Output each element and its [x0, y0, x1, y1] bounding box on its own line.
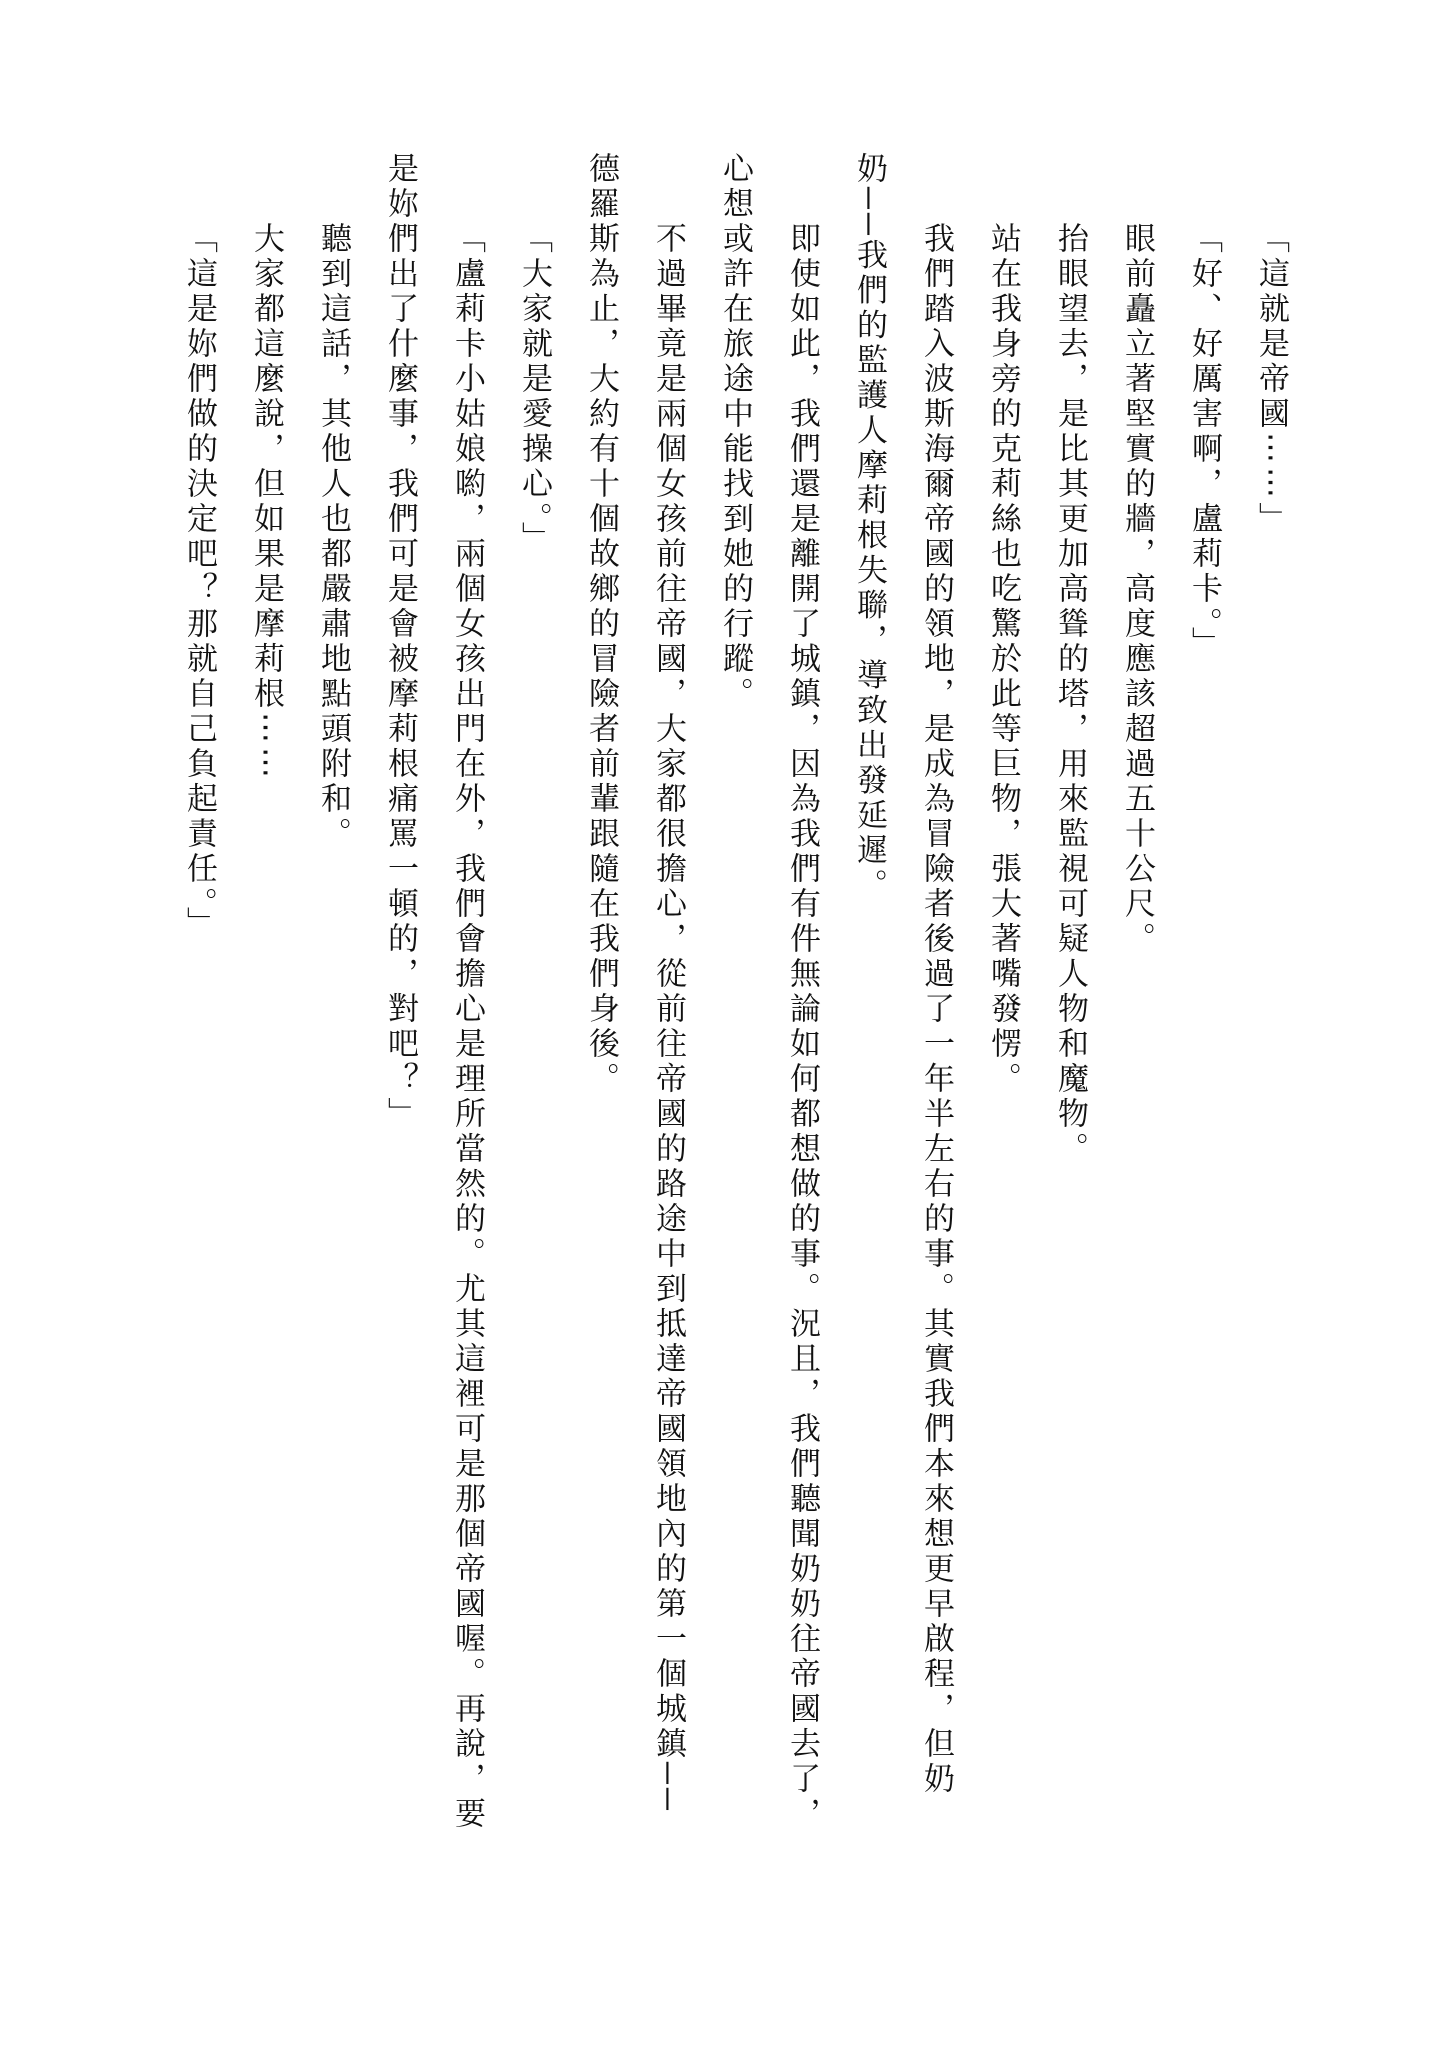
text-column: 不過畢竟是兩個女孩前往帝國，大家都很擔心，從前往帝國的路途中到抵達帝國領地內的第一個城鎮── — [651, 222, 686, 1814]
text-column: 心想或許在旅途中能找到她的行蹤。 — [718, 152, 753, 712]
text-column: 「這是妳們做的決定吧？那就自己負起責任。」 — [182, 222, 217, 942]
text-column: 「好、好厲害啊，盧莉卡。」 — [1187, 222, 1222, 662]
text-column: 抬眼望去，是比其更加高聳的塔，用來監視可疑人物和魔物。 — [1053, 222, 1088, 1167]
text-column: 「大家就是愛操心。」 — [517, 222, 552, 557]
text-column: 眼前矗立著堅實的牆，高度應該超過五十公尺。 — [1120, 222, 1155, 957]
text-column: 德羅斯為止，大約有十個故鄉的冒險者前輩跟隨在我們身後。 — [584, 152, 619, 1097]
text-column: 「盧莉卡小姑娘喲，兩個女孩出門在外，我們會擔心是理所當然的。尤其這裡可是那個帝國喔。再說，要 — [450, 222, 485, 1832]
text-column: 我們踏入波斯海爾帝國的領地，是成為冒險者後過了一年半左右的事。其實我們本來想更早啟程，但奶 — [919, 222, 954, 1797]
text-column: 大家都這麼說，但如果是摩莉根⋯⋯ — [249, 222, 284, 782]
vertical-text-block — [166, 152, 1305, 1852]
text-column: 站在我身旁的克莉絲也吃驚於此等巨物，張大著嘴發愣。 — [986, 222, 1021, 1097]
text-column: 聽到這話，其他人也都嚴肅地點頭附和。 — [316, 222, 351, 852]
text-column: 是妳們出了什麼事，我們可是會被摩莉根痛罵一頓的，對吧？」 — [383, 152, 418, 1132]
text-column: 奶──我們的監護人摩莉根失聯，導致出發延遲。 — [852, 152, 887, 904]
text-column: 即使如此，我們還是離開了城鎮，因為我們有件無論如何都想做的事。況且，我們聽聞奶奶往帝國去了， — [785, 222, 820, 1832]
text-column: 「這就是帝國⋯⋯」 — [1254, 222, 1289, 537]
